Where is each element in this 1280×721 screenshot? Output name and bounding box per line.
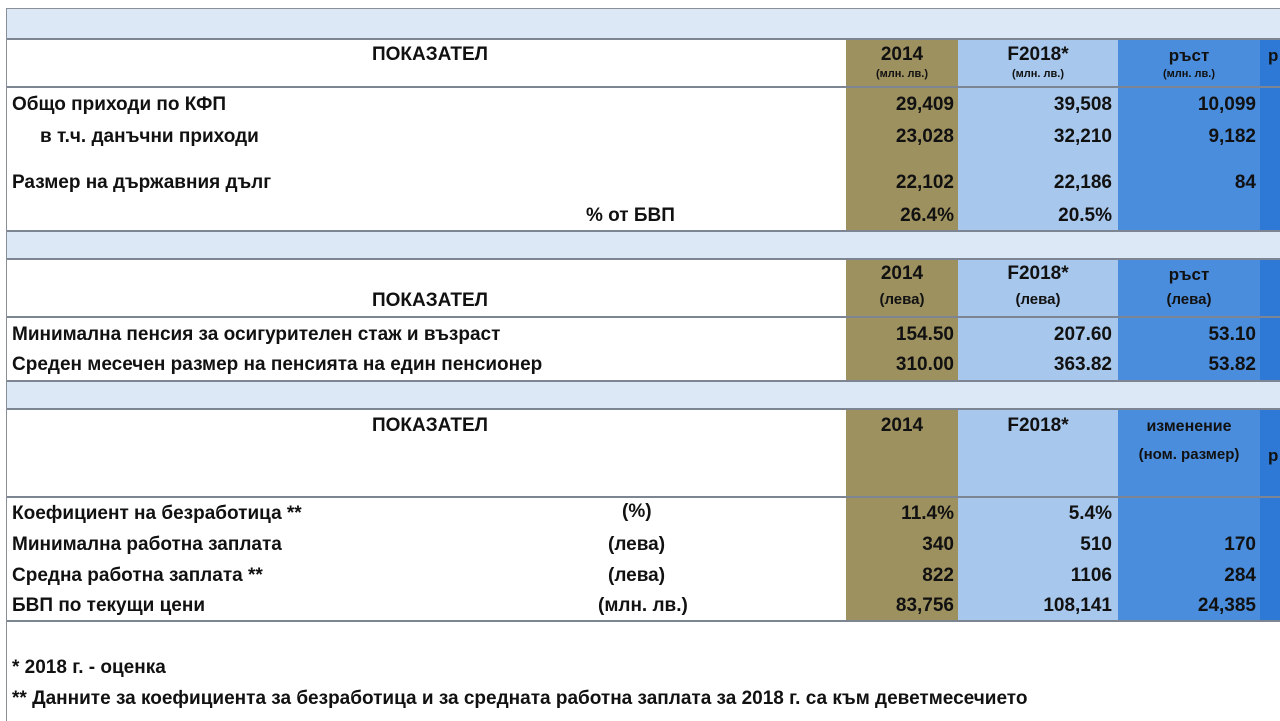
row-label: Средна работна заплата **: [12, 565, 263, 586]
header-extra: р: [1268, 446, 1279, 465]
row-label: Общо приходи по КФП: [12, 94, 226, 115]
cell-f2018: 207.60: [1053, 324, 1112, 345]
footnote-estimate: * 2018 г. - оценка: [12, 657, 166, 678]
col-extra-fill: [1260, 410, 1280, 620]
header-change: изменение: [1146, 418, 1232, 435]
row-unit: (лева): [608, 565, 666, 586]
header-2014-unit: (лева): [879, 291, 925, 308]
cell-2014: 26.4%: [900, 205, 954, 226]
cell-growth: 9,182: [1208, 126, 1256, 147]
col-extra-fill: [1260, 40, 1280, 230]
cell-2014: 22,102: [895, 172, 954, 193]
cell-f2018: 108,141: [1043, 595, 1112, 616]
row-label: % от БВП: [586, 205, 675, 226]
col-change-fill: [1118, 410, 1260, 620]
row-label: Среден месечен размер на пенсията на един пенсионер: [12, 354, 543, 375]
cell-growth: 10,099: [1197, 94, 1256, 115]
cell-f2018: 20.5%: [1058, 205, 1112, 226]
cell-growth: 84: [1234, 172, 1256, 193]
divider: [7, 316, 1280, 318]
cell-f2018: 5.4%: [1068, 503, 1112, 524]
header-growth: ръст: [1168, 265, 1210, 284]
header-2014-unit: (млн. лв.): [875, 68, 928, 80]
row-unit: (млн. лв.): [598, 595, 688, 616]
cell-f2018: 510: [1080, 534, 1112, 555]
header-extra: р: [1268, 46, 1279, 65]
row-label: Коефициент на безработица **: [12, 503, 302, 524]
header-growth: ръст: [1168, 46, 1210, 65]
row-unit: (лева): [608, 534, 666, 555]
header-f2018: F2018*: [1007, 415, 1069, 436]
header-2014: 2014: [880, 44, 924, 65]
header-indicator: ПОКАЗАТЕЛ: [371, 415, 489, 436]
row-unit: (%): [622, 501, 652, 522]
header-growth-unit: (лева): [1166, 291, 1212, 308]
cell-2014: 11.4%: [901, 503, 954, 524]
header-f2018-unit: (лева): [1015, 291, 1061, 308]
separator-band: [7, 382, 1280, 408]
divider: [7, 86, 1280, 88]
top-band: [7, 9, 1280, 39]
row-label: в т.ч. данъчни приходи: [40, 126, 259, 147]
header-indicator: ПОКАЗАТЕЛ: [371, 44, 489, 65]
cell-growth: 53.10: [1208, 324, 1256, 345]
cell-2014: 29,409: [895, 94, 954, 115]
footnote-unemployment: ** Данните за коефициента за безработица и за средната работна заплата за 2018 г. са към деветмесечието: [12, 688, 1028, 709]
header-indicator: ПОКАЗАТЕЛ: [371, 290, 489, 311]
cell-change: 170: [1224, 534, 1256, 555]
cell-2014: 310.00: [895, 354, 954, 375]
cell-2014: 23,028: [895, 126, 954, 147]
cell-f2018: 1106: [1070, 565, 1112, 586]
cell-2014: 154.50: [895, 324, 954, 345]
cell-2014: 822: [922, 565, 954, 586]
cell-f2018: 363.82: [1053, 354, 1112, 375]
divider: [7, 496, 1280, 498]
cell-f2018: 32,210: [1053, 126, 1112, 147]
cell-f2018: 22,186: [1053, 172, 1112, 193]
cell-growth: 53.82: [1208, 354, 1256, 375]
header-growth-unit: (млн. лв.): [1162, 68, 1215, 80]
cell-change: 24,385: [1197, 595, 1256, 616]
cell-f2018: 39,508: [1053, 94, 1112, 115]
row-label: Минимална пенсия за осигурителен стаж и възраст: [12, 324, 501, 345]
header-f2018: F2018*: [1007, 44, 1069, 65]
col-extra-fill: [1260, 260, 1280, 380]
header-2014: 2014: [880, 415, 924, 436]
divider: [7, 620, 1280, 622]
header-f2018: F2018*: [1007, 263, 1069, 284]
row-label: БВП по текущи цени: [12, 595, 206, 616]
cell-2014: 340: [922, 534, 954, 555]
header-2014: 2014: [880, 263, 924, 284]
header-f2018-unit: (млн. лв.): [1011, 68, 1064, 80]
row-label: Минимална работна заплата: [12, 534, 282, 555]
cell-change: 284: [1224, 565, 1256, 586]
row-label: Размер на държавния дълг: [12, 172, 272, 193]
cell-2014: 83,756: [895, 595, 954, 616]
separator-band: [7, 232, 1280, 258]
header-change-unit: (ном. размер): [1138, 446, 1240, 463]
